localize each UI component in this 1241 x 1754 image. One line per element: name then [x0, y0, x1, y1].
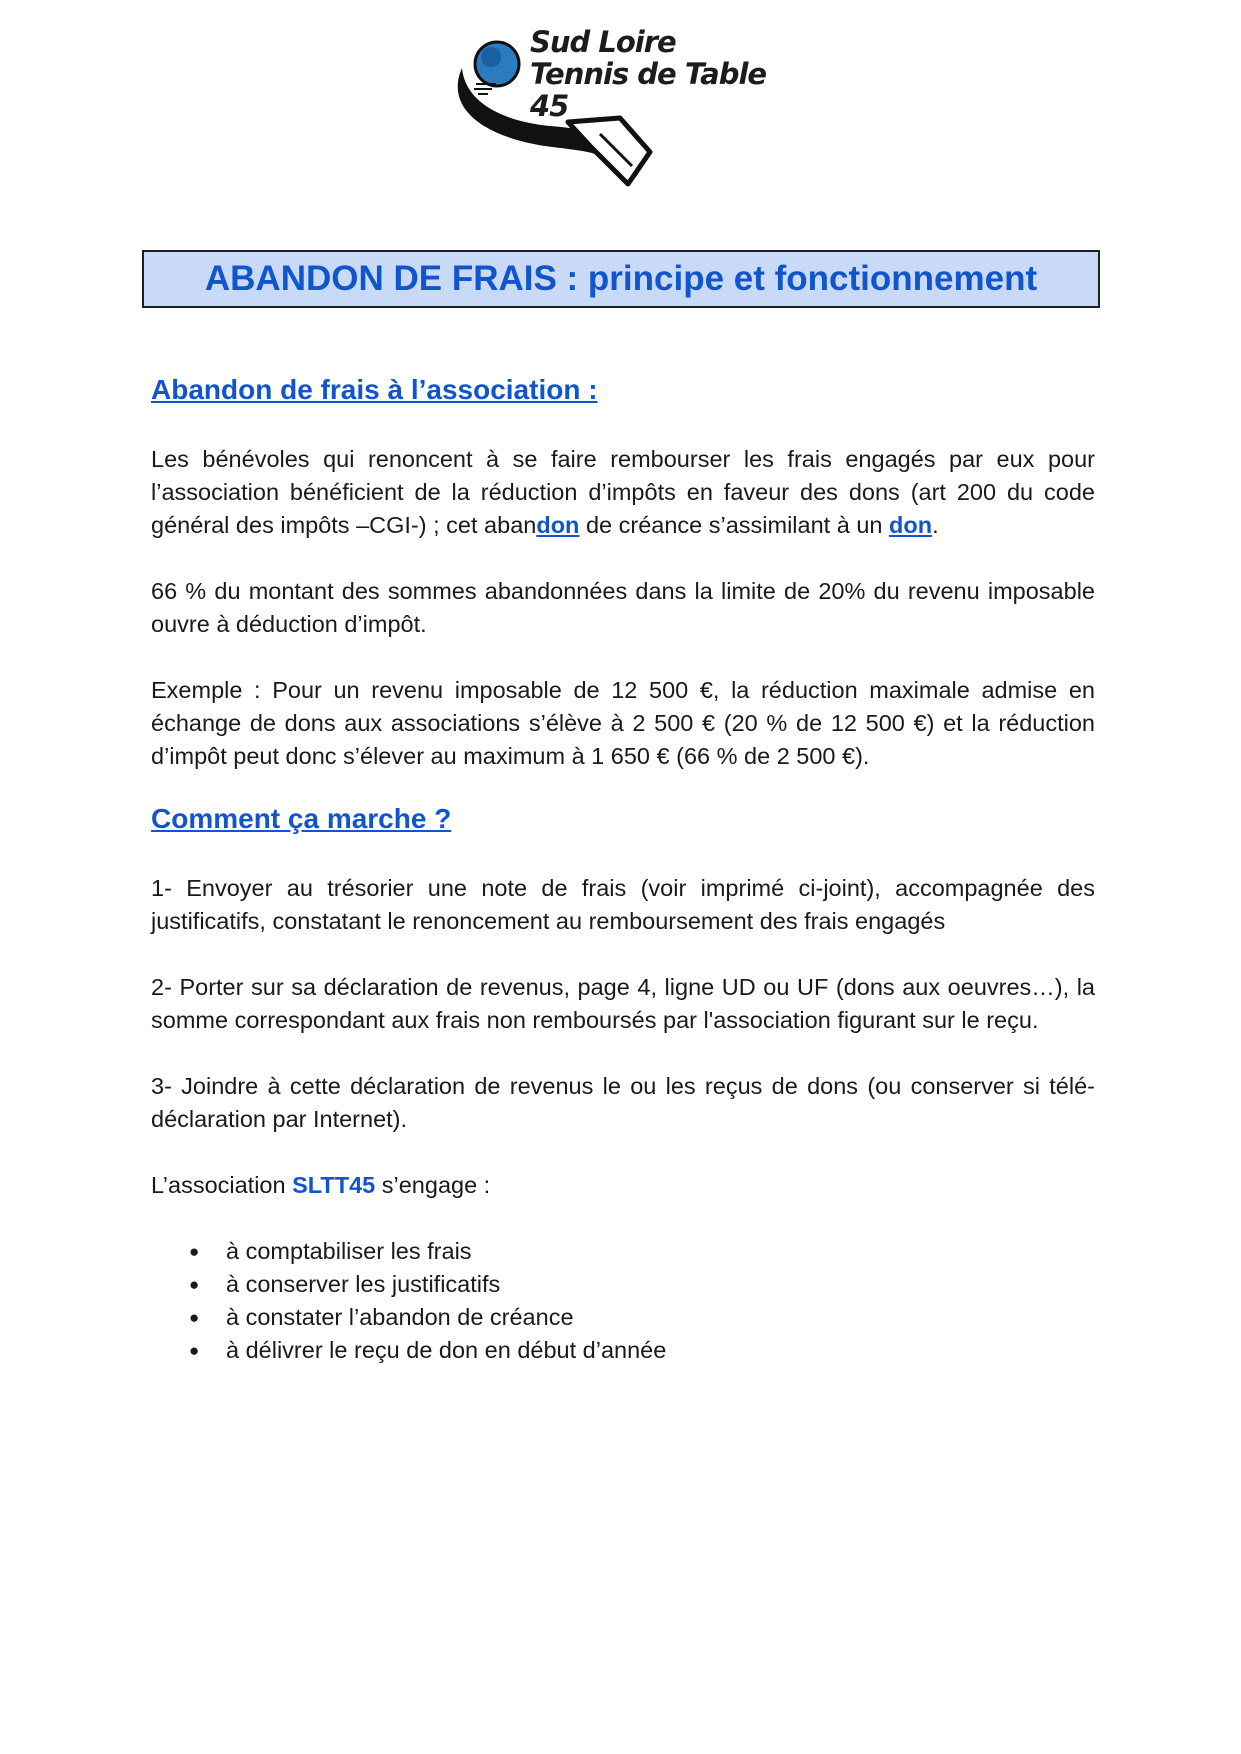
logo-line-2: Tennis de Table [530, 57, 767, 91]
engagement-line [151, 1169, 1095, 1202]
list-item: ● à conserver les justificatifs [151, 1268, 1095, 1301]
logo-line-1: Sud Loire [530, 25, 676, 59]
paragraph-benevoles-text: Les bénévoles qui renoncent à se faire rembourser les frais engagés par eux pour l’association bénéficient de la réduction d’impôts en faveur des dons (art 200 du code général des impôts –CGI-) ; cet aban [151, 446, 1095, 538]
paragraph-percentage: 66 % du montant des sommes abandonnées dans la limite de 20% du revenu imposable ouvre à déduction d’impôt. [151, 578, 1095, 637]
paragraph-benevoles-text-2: de créance s’assimilant à un [579, 512, 889, 538]
logo-line-3: 45 [530, 89, 569, 123]
list-item: ● à comptabiliser les frais [151, 1235, 1095, 1268]
page-title: ABANDON DE FRAIS : principe et fonctionnement [204, 259, 1038, 298]
step-2: 2- Porter sur sa déclaration de revenus, page 4, ligne UD ou UF (dons aux oeuvres…), la somme correspondant aux frais non remboursés par l'association figurant sur le reçu. [151, 974, 1095, 1033]
list-item: ● à délivrer le reçu de don en début d’année [151, 1334, 1095, 1367]
section-heading-abandon: Abandon de frais à l’association : [151, 374, 598, 405]
title-box [142, 250, 1100, 308]
list-item: ● à constater l’abandon de créance [151, 1301, 1095, 1334]
paragraph-example: Exemple : Pour un revenu imposable de 12 500 €, la réduction maximale admise en échange de dons aux associations s’élève à 2 500 € (20 % de 12 500 €) et la réduction d’impôt peut donc s’élever au maximum à 1 650 € (66 % de 2 500 €). [151, 677, 1095, 769]
don-link-1[interactable]: don [536, 512, 580, 538]
paragraph-benevoles-end: . [932, 512, 939, 538]
don-link-2[interactable]: don [889, 512, 933, 538]
club-logo [450, 26, 780, 196]
engagement-list [151, 1235, 1095, 1367]
engagement-text: L’association [151, 1172, 293, 1198]
paragraph-benevoles [151, 443, 1095, 542]
logo-text [530, 26, 766, 122]
section-heading-how: Comment ça marche ? [151, 803, 452, 834]
step-3: 3- Joindre à cette déclaration de revenus le ou les reçus de dons (ou conserver si télé-déclaration par Internet). [151, 1073, 1095, 1132]
association-name: SLTT45 [292, 1172, 376, 1198]
step-1: 1- Envoyer au trésorier une note de frais (voir imprimé ci-joint), accompagnée des justificatifs, constatant le renoncement au remboursement des frais engagés [151, 875, 1095, 934]
document-body [151, 370, 1095, 1367]
engagement-text-2: s’engage : [375, 1172, 491, 1198]
